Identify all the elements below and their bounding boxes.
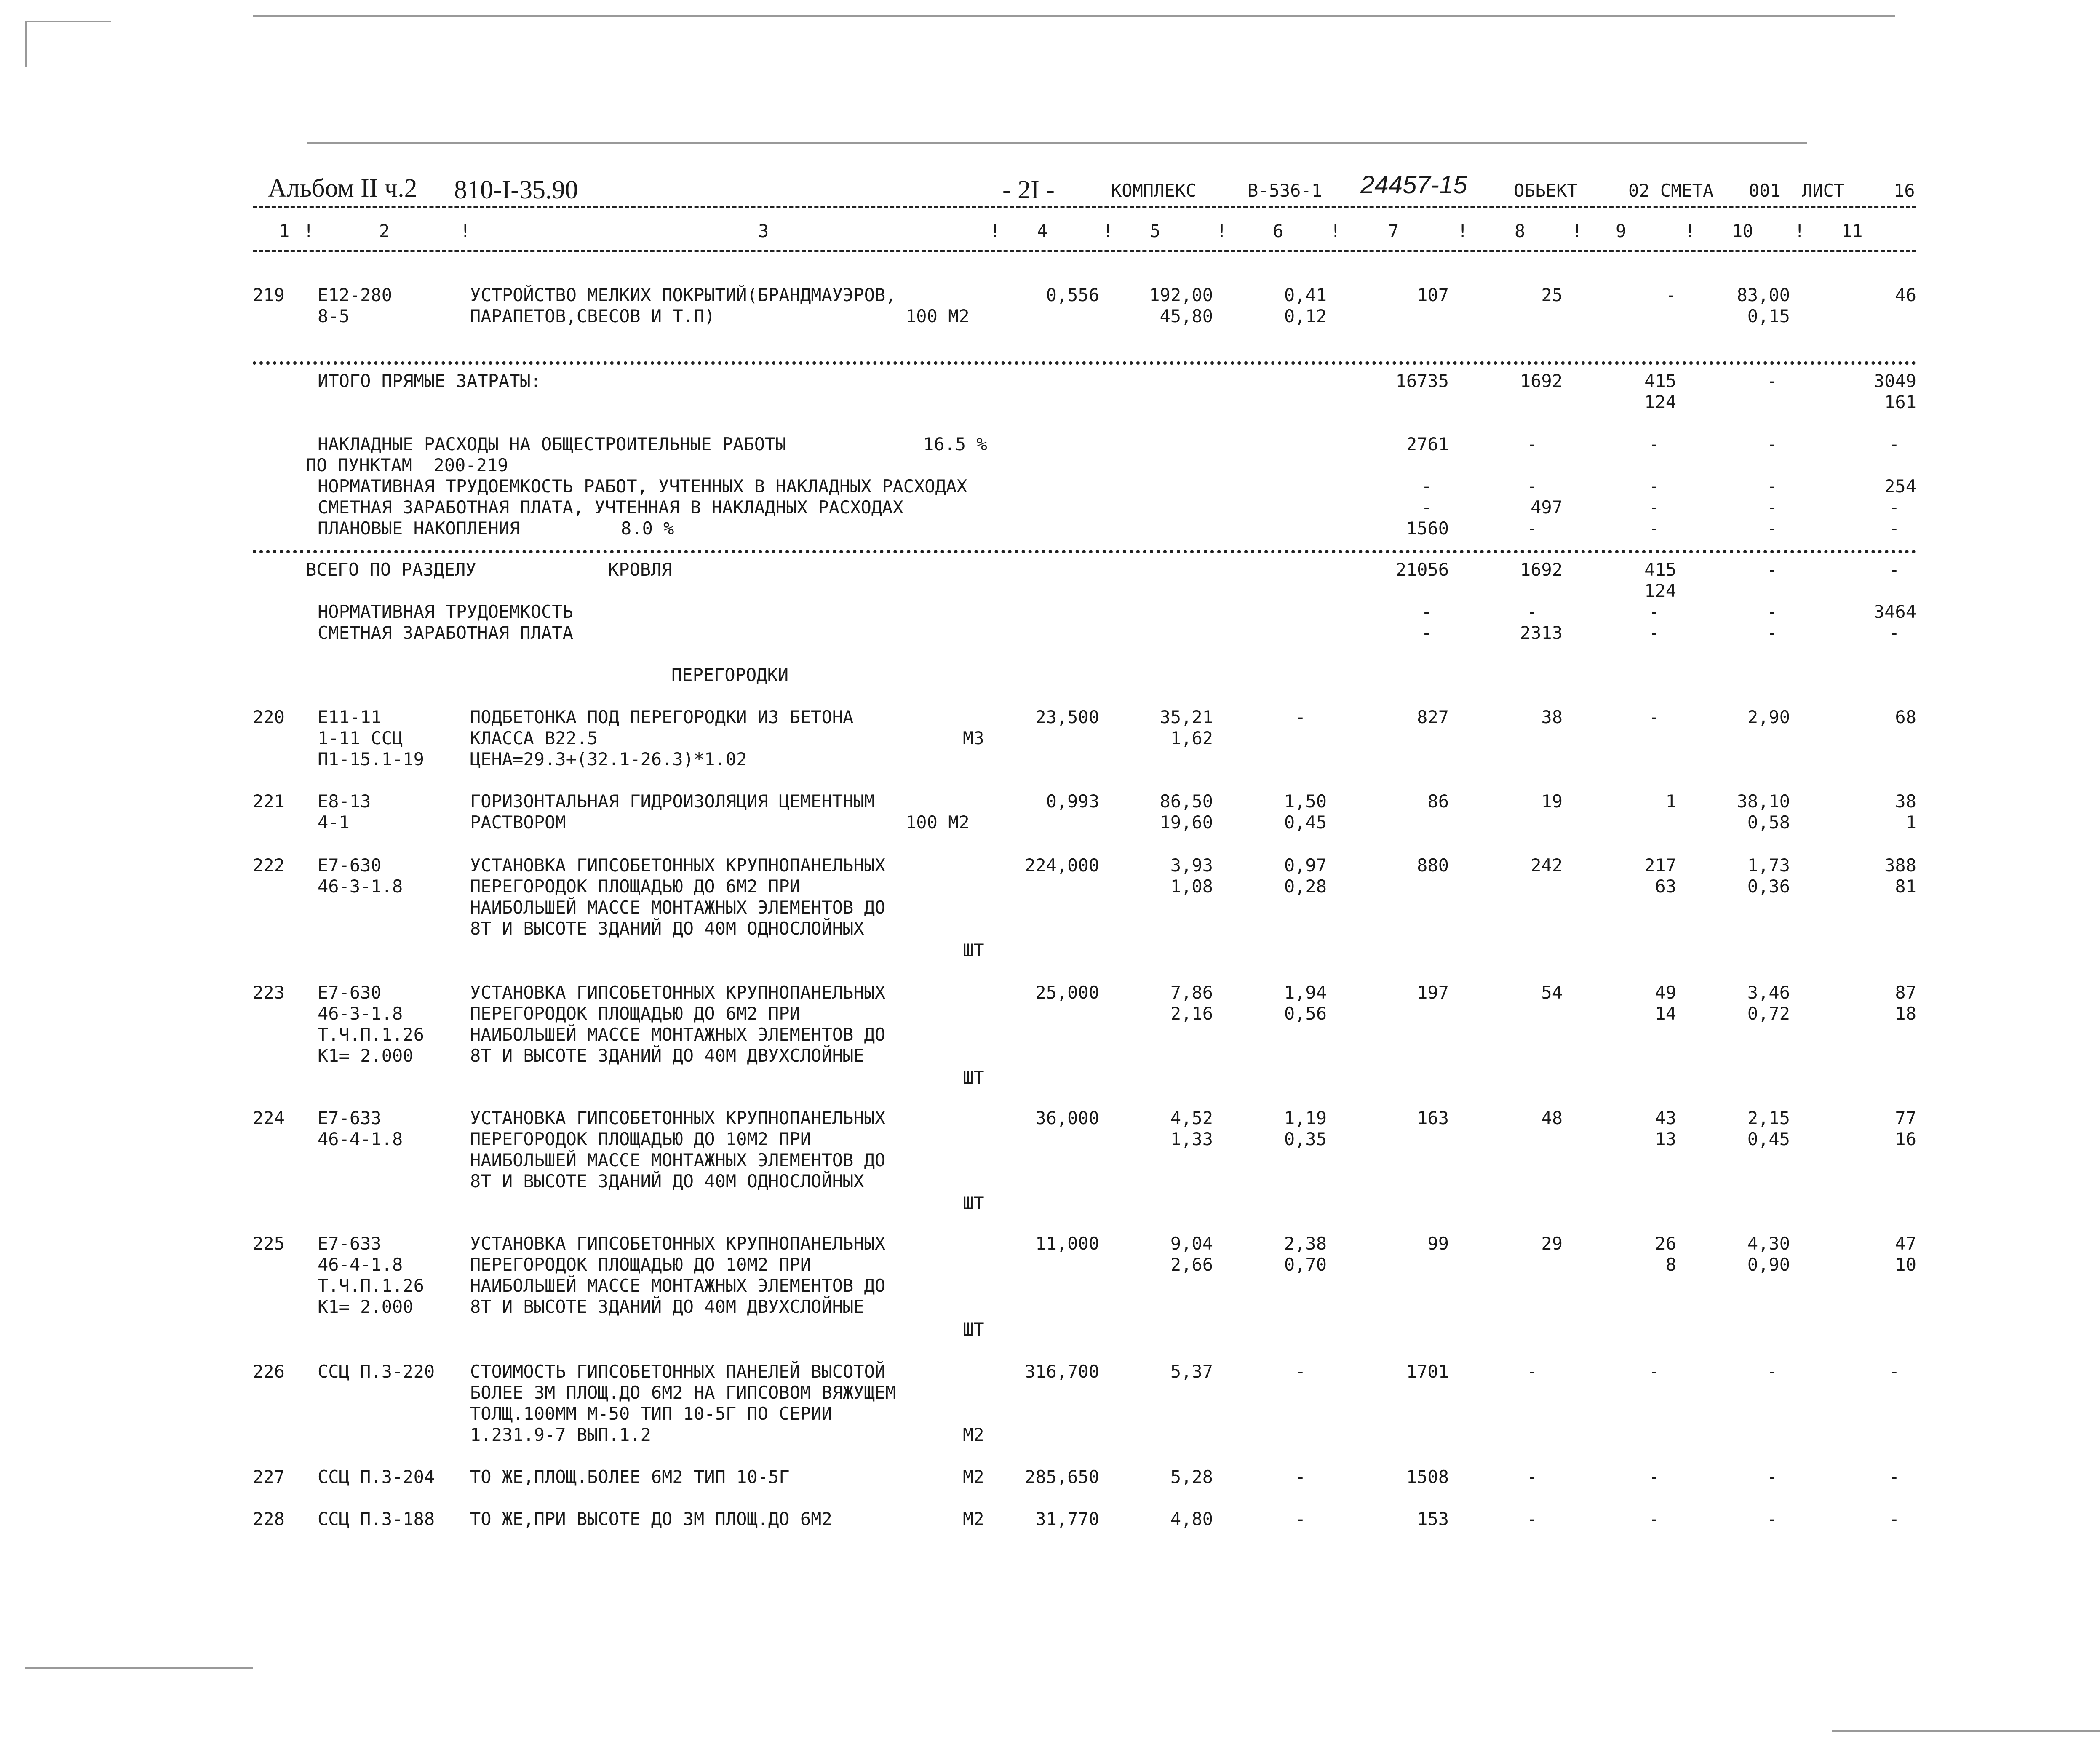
cell-col4: 0,556 — [1046, 285, 1099, 305]
scan-edge-line — [27, 21, 111, 22]
column-number: 4 — [1037, 221, 1048, 241]
row-code: ССЦ П.3-220 — [318, 1361, 435, 1382]
row-name: УСТАНОВКА ГИПСОБЕТОННЫХ КРУПНОПАНЕЛЬНЫХ — [470, 982, 886, 1003]
nakladnye-col10: - — [1766, 434, 1777, 454]
zarpl-col9: - — [1648, 622, 1659, 643]
row-code: 4-1 — [318, 812, 350, 833]
cell-col8: - — [1526, 1361, 1537, 1382]
cell-col5: 1,33 — [1170, 1129, 1213, 1149]
row-number: 224 — [253, 1108, 285, 1128]
row-code: 1-11 ССЦ — [318, 728, 403, 748]
cell-col9: 13 — [1655, 1129, 1676, 1149]
cell-col5: 2,66 — [1170, 1254, 1213, 1275]
summary-rule-top — [253, 361, 1916, 365]
row-code: К1= 2.000 — [318, 1296, 414, 1317]
cell-col9: 43 — [1655, 1108, 1676, 1128]
vsego-col9: 415 — [1644, 559, 1676, 580]
row-code: Е7-630 — [318, 982, 382, 1003]
row-name: ТО ЖЕ,ПРИ ВЫСОТЕ ДО 3М ПЛОЩ.ДО 6М2 — [470, 1509, 832, 1529]
row-name: ПОДБЕТОНКА ПОД ПЕРЕГОРОДКИ ИЗ БЕТОНА — [470, 707, 854, 727]
column-separator: ! — [1330, 221, 1341, 241]
cell-col11: 1 — [1905, 812, 1916, 833]
cell-col8: 54 — [1541, 982, 1563, 1003]
row-unit: ШТ — [963, 1193, 984, 1213]
row-name: РАСТВОРОМ — [470, 812, 566, 833]
cell-col11: 47 — [1895, 1233, 1916, 1254]
nakladnye-col8: - — [1526, 434, 1537, 454]
row-name: ЦЕНА=29.3+(32.1-26.3)*1.02 — [470, 749, 747, 769]
cell-col6: - — [1295, 1361, 1306, 1382]
row-name: НАИБОЛЬШЕЙ МАССЕ МОНТАЖНЫХ ЭЛЕМЕНТОВ ДО — [470, 1150, 886, 1170]
album-title: Альбом II ч.2 — [268, 174, 417, 203]
row-name: ПЕРЕГОРОДОК ПЛОЩАДЬЮ ДО 6М2 ПРИ — [470, 1003, 800, 1024]
cell-col6: 0,12 — [1284, 306, 1327, 326]
scan-edge-line — [1832, 1730, 2100, 1732]
cell-col6: - — [1295, 1509, 1306, 1529]
cell-col8: 29 — [1541, 1233, 1563, 1254]
cell-col10: 0,72 — [1747, 1003, 1790, 1024]
row-code: 46-4-1.8 — [318, 1254, 403, 1275]
vsego-col7: 21056 — [1395, 559, 1449, 580]
row-code: Е7-633 — [318, 1108, 382, 1128]
nakladnye-percent: 16.5 % — [923, 434, 987, 454]
cell-col10: 38,10 — [1737, 791, 1790, 812]
trud-col8: - — [1526, 601, 1537, 622]
cell-col11: 87 — [1895, 982, 1916, 1003]
po-punktam: ПО ПУНКТАМ 200-219 — [306, 455, 508, 475]
row-number: 221 — [253, 791, 285, 812]
row-code: Е11-11 — [318, 707, 382, 727]
cell-col8: - — [1526, 1509, 1537, 1529]
zarpl-col8: 2313 — [1520, 622, 1563, 643]
row-unit: 100 М2 — [906, 306, 970, 326]
cell-col7: 197 — [1417, 982, 1449, 1003]
cell-col11: 77 — [1895, 1108, 1916, 1128]
row-code: П1-15.1-19 — [318, 749, 424, 769]
trud-col10: - — [1766, 601, 1777, 622]
column-separator: ! — [990, 221, 1001, 241]
row-name: УСТАНОВКА ГИПСОБЕТОННЫХ КРУПНОПАНЕЛЬНЫХ — [470, 1233, 886, 1254]
vsego-label: ВСЕГО ПО РАЗДЕЛУ — [306, 559, 476, 580]
cell-col5: 9,04 — [1170, 1233, 1213, 1254]
cell-col4: 0,993 — [1046, 791, 1099, 812]
cell-col10: 3,46 — [1747, 982, 1790, 1003]
itogo-col7: 16735 — [1395, 371, 1449, 391]
kompleks-label: КОМПЛЕКС — [1111, 180, 1197, 201]
cell-col10: 83,00 — [1737, 285, 1790, 305]
cell-col10: - — [1766, 1467, 1777, 1487]
cell-col6: 0,35 — [1284, 1129, 1327, 1149]
scan-edge-line — [25, 1667, 253, 1669]
cell-col5: 45,80 — [1160, 306, 1213, 326]
row-name: 8Т И ВЫСОТЕ ЗДАНИЙ ДО 40М ДВУХСЛОЙНЫЕ — [470, 1045, 864, 1066]
column-separator: ! — [1103, 221, 1114, 241]
row-name: УСТРОЙСТВО МЕЛКИХ ПОКРЫТИЙ(БРАНДМАУЭРОВ, — [470, 285, 896, 305]
cell-col11: 46 — [1895, 285, 1916, 305]
column-separator: ! — [303, 221, 314, 241]
row-unit: ШТ — [963, 1319, 984, 1340]
cell-col5: 35,21 — [1160, 707, 1213, 727]
row-unit: М2 — [963, 1424, 984, 1445]
cell-col10: 0,45 — [1747, 1129, 1790, 1149]
nakladnye-label: НАКЛАДНЫЕ РАСХОДЫ НА ОБЩЕСТРОИТЕЛЬНЫЕ РАБОТЫ — [318, 434, 786, 454]
column-separator: ! — [1572, 221, 1583, 241]
itogo-col11: 3049 — [1873, 371, 1916, 391]
cell-col5: 3,93 — [1170, 855, 1213, 876]
row-unit: М2 — [963, 1467, 984, 1487]
object-value: 02 СМЕТА — [1628, 180, 1714, 201]
cell-col5: 7,86 — [1170, 982, 1213, 1003]
cell-col7: 1701 — [1406, 1361, 1449, 1382]
summary-rule-bottom — [253, 550, 1916, 553]
itogo-col11: 161 — [1884, 392, 1916, 412]
column-number: 7 — [1388, 221, 1399, 241]
vsego-col8: 1692 — [1520, 559, 1563, 580]
zarpl-nakl-col9: - — [1648, 497, 1659, 518]
itogo-col9: 415 — [1644, 371, 1676, 391]
cell-col7: 163 — [1417, 1108, 1449, 1128]
cell-col11: 81 — [1895, 876, 1916, 897]
cell-col11: 68 — [1895, 707, 1916, 727]
row-name: НАИБОЛЬШЕЙ МАССЕ МОНТАЖНЫХ ЭЛЕМЕНТОВ ДО — [470, 1024, 886, 1045]
cell-col5: 4,52 — [1170, 1108, 1213, 1128]
cell-col8: 38 — [1541, 707, 1563, 727]
cell-col11: - — [1889, 1467, 1900, 1487]
row-name: ПЕРЕГОРОДОК ПЛОЩАДЬЮ ДО 6М2 ПРИ — [470, 876, 800, 897]
row-name: СТОИМОСТЬ ГИПСОБЕТОННЫХ ПАНЕЛЕЙ ВЫСОТОЙ — [470, 1361, 886, 1382]
column-number: 3 — [758, 221, 769, 241]
cell-col10: 4,30 — [1747, 1233, 1790, 1254]
row-name: ПЕРЕГОРОДОК ПЛОЩАДЬЮ ДО 10М2 ПРИ — [470, 1129, 811, 1149]
cell-col6: 1,94 — [1284, 982, 1327, 1003]
cell-col7: 153 — [1417, 1509, 1449, 1529]
zarpl-col11: - — [1889, 622, 1900, 643]
plan-col11: - — [1889, 518, 1900, 539]
cell-col4: 31,770 — [1035, 1509, 1099, 1529]
cell-col4: 23,500 — [1035, 707, 1099, 727]
itogo-col8: 1692 — [1520, 371, 1563, 391]
cell-col11: - — [1889, 1361, 1900, 1382]
cell-col7: 99 — [1427, 1233, 1449, 1254]
row-unit: М3 — [963, 728, 984, 748]
cell-col6: 1,19 — [1284, 1108, 1327, 1128]
plan-col7: 1560 — [1406, 518, 1449, 539]
row-code: ССЦ П.3-204 — [318, 1467, 435, 1487]
column-number: 1 — [279, 221, 290, 241]
cell-col11: 16 — [1895, 1129, 1916, 1149]
itogo-label: ИТОГО ПРЯМЫЕ ЗАТРАТЫ: — [318, 371, 542, 391]
cell-col11: 388 — [1884, 855, 1916, 876]
row-name: ПЕРЕГОРОДОК ПЛОЩАДЬЮ ДО 10М2 ПРИ — [470, 1254, 811, 1275]
project-number: 810-I-35.90 — [454, 176, 578, 204]
row-name: БОЛЕЕ 3М ПЛОЩ.ДО 6М2 НА ГИПСОВОМ ВЯЖУЩЕМ — [470, 1382, 896, 1403]
cell-col8: 25 — [1541, 285, 1563, 305]
handwritten-number: 24457-15 — [1360, 171, 1467, 199]
trud-nakl-col9: - — [1648, 476, 1659, 497]
row-name: УСТАНОВКА ГИПСОБЕТОННЫХ КРУПНОПАНЕЛЬНЫХ — [470, 1108, 886, 1128]
cell-col5: 1,08 — [1170, 876, 1213, 897]
row-unit: ШТ — [963, 1067, 984, 1088]
row-number: 228 — [253, 1509, 285, 1529]
smeta-value: 001 — [1749, 180, 1781, 201]
cell-col5: 1,62 — [1170, 728, 1213, 748]
plan-col9: - — [1648, 518, 1659, 539]
itogo-col10: - — [1766, 371, 1777, 391]
cell-col7: 827 — [1417, 707, 1449, 727]
cell-col10: 0,36 — [1747, 876, 1790, 897]
vsego-col9: 124 — [1644, 580, 1676, 601]
trud-nakl-col7: - — [1421, 476, 1432, 497]
list-value: 16 — [1894, 180, 1915, 201]
row-number: 227 — [253, 1467, 285, 1487]
zarpl-nakl-col10: - — [1766, 497, 1777, 518]
row-code: Е7-630 — [318, 855, 382, 876]
cell-col5: 192,00 — [1149, 285, 1213, 305]
trud-nakl-col8: - — [1526, 476, 1537, 497]
cell-col4: 285,650 — [1024, 1467, 1099, 1487]
plan-percent: 8.0 % — [621, 518, 674, 539]
vsego-section: КРОВЛЯ — [608, 559, 672, 580]
row-name: ТО ЖЕ,ПЛОЩ.БОЛЕЕ 6М2 ТИП 10-5Г — [470, 1467, 790, 1487]
row-number: 220 — [253, 707, 285, 727]
cell-col9: 49 — [1655, 982, 1676, 1003]
scan-edge-line — [25, 21, 27, 67]
cell-col9: - — [1648, 707, 1659, 727]
itogo-col9: 124 — [1644, 392, 1676, 412]
vsego-col11: - — [1889, 559, 1900, 580]
cell-col8: - — [1526, 1467, 1537, 1487]
row-name: 1.231.9-7 ВЫП.1.2 — [470, 1424, 651, 1445]
cell-col7: 880 — [1417, 855, 1449, 876]
column-separator: ! — [460, 221, 471, 241]
row-unit: М2 — [963, 1509, 984, 1529]
row-name: 8Т И ВЫСОТЕ ЗДАНИЙ ДО 40М ОДНОСЛОЙНЫХ — [470, 918, 864, 939]
row-code: Е7-633 — [318, 1233, 382, 1254]
cell-col5: 2,16 — [1170, 1003, 1213, 1024]
cell-col10: - — [1766, 1509, 1777, 1529]
cell-col9: - — [1665, 285, 1676, 305]
cell-col11: 18 — [1895, 1003, 1916, 1024]
zarpl-col10: - — [1766, 622, 1777, 643]
row-code: Е12-280 — [318, 285, 393, 305]
cell-col6: 0,56 — [1284, 1003, 1327, 1024]
row-code: 46-3-1.8 — [318, 1003, 403, 1024]
cell-col9: 1 — [1665, 791, 1676, 812]
trud-col7: - — [1421, 601, 1432, 622]
cell-col6: 0,41 — [1284, 285, 1327, 305]
header-rule-bottom — [253, 250, 1916, 252]
plan-col10: - — [1766, 518, 1777, 539]
column-number: 5 — [1150, 221, 1161, 241]
kompleks-value: В-536-1 — [1248, 180, 1323, 201]
zarpl-nakl-col8: 497 — [1531, 497, 1563, 518]
cell-col6: 0,45 — [1284, 812, 1327, 833]
cell-col10: 0,15 — [1747, 306, 1790, 326]
zarpl-nakl-label: СМЕТНАЯ ЗАРАБОТНАЯ ПЛАТА, УЧТЕННАЯ В НАКЛАДНЫХ РАСХОДАХ — [318, 497, 903, 518]
column-number: 10 — [1732, 221, 1753, 241]
row-name: 8Т И ВЫСОТЕ ЗДАНИЙ ДО 40М ОДНОСЛОЙНЫХ — [470, 1171, 864, 1191]
cell-col4: 316,700 — [1024, 1361, 1099, 1382]
cell-col6: 0,28 — [1284, 876, 1327, 897]
cell-col8: 48 — [1541, 1108, 1563, 1128]
row-number: 225 — [253, 1233, 285, 1254]
cell-col9: 26 — [1655, 1233, 1676, 1254]
row-code: 46-4-1.8 — [318, 1129, 403, 1149]
row-code: Т.Ч.П.1.26 — [318, 1024, 424, 1045]
column-number: 11 — [1841, 221, 1863, 241]
row-number: 223 — [253, 982, 285, 1003]
cell-col6: 0,97 — [1284, 855, 1327, 876]
cell-col7: 1508 — [1406, 1467, 1449, 1487]
zarpl-nakl-col11: - — [1889, 497, 1900, 518]
column-number: 2 — [379, 221, 390, 241]
cell-col5: 86,50 — [1160, 791, 1213, 812]
cell-col11: 10 — [1895, 1254, 1916, 1275]
cell-col10: 0,58 — [1747, 812, 1790, 833]
object-label: ОБЬЕКТ — [1514, 180, 1578, 201]
cell-col9: 63 — [1655, 876, 1676, 897]
row-number: 222 — [253, 855, 285, 876]
cell-col5: 19,60 — [1160, 812, 1213, 833]
cell-col5: 5,37 — [1170, 1361, 1213, 1382]
cell-col7: 107 — [1417, 285, 1449, 305]
cell-col8: 242 — [1531, 855, 1563, 876]
row-unit: 100 М2 — [906, 812, 970, 833]
cell-col4: 224,000 — [1024, 855, 1099, 876]
zarpl-nakl-col7: - — [1421, 497, 1432, 518]
trud-nakl-col11: 254 — [1884, 476, 1916, 497]
cell-col9: 14 — [1655, 1003, 1676, 1024]
cell-col5: 4,80 — [1170, 1509, 1213, 1529]
cell-col10: 0,90 — [1747, 1254, 1790, 1275]
row-name: УСТАНОВКА ГИПСОБЕТОННЫХ КРУПНОПАНЕЛЬНЫХ — [470, 855, 886, 876]
plan-col8: - — [1526, 518, 1537, 539]
row-code: Е8-13 — [318, 791, 371, 812]
cell-col10: - — [1766, 1361, 1777, 1382]
column-separator: ! — [1457, 221, 1468, 241]
cell-col8: 19 — [1541, 791, 1563, 812]
cell-col7: 86 — [1427, 791, 1449, 812]
zarpl-label: СМЕТНАЯ ЗАРАБОТНАЯ ПЛАТА — [318, 622, 573, 643]
trud-nakl-col10: - — [1766, 476, 1777, 497]
row-number: 226 — [253, 1361, 285, 1382]
column-number: 9 — [1616, 221, 1627, 241]
cell-col6: - — [1295, 1467, 1306, 1487]
column-separator: ! — [1794, 221, 1805, 241]
row-code: 8-5 — [318, 306, 350, 326]
cell-col9: - — [1648, 1361, 1659, 1382]
header-rule-top — [253, 206, 1916, 208]
vsego-col10: - — [1766, 559, 1777, 580]
cell-col4: 11,000 — [1035, 1233, 1099, 1254]
scan-edge-line — [253, 15, 1895, 17]
cell-col6: 1,50 — [1284, 791, 1327, 812]
row-code: К1= 2.000 — [318, 1045, 414, 1066]
cell-col6: 2,38 — [1284, 1233, 1327, 1254]
column-separator: ! — [1685, 221, 1696, 241]
row-name: НАИБОЛЬШЕЙ МАССЕ МОНТАЖНЫХ ЭЛЕМЕНТОВ ДО — [470, 897, 886, 918]
row-name: 8Т И ВЫСОТЕ ЗДАНИЙ ДО 40М ДВУХСЛОЙНЫЕ — [470, 1296, 864, 1317]
trud-col9: - — [1648, 601, 1659, 622]
cell-col10: 2,90 — [1747, 707, 1790, 727]
row-number: 219 — [253, 285, 285, 305]
nakladnye-col11: - — [1889, 434, 1900, 454]
row-name: ГОРИЗОНТАЛЬНАЯ ГИДРОИЗОЛЯЦИЯ ЦЕМЕНТНЫМ — [470, 791, 875, 812]
row-code: Т.Ч.П.1.26 — [318, 1275, 424, 1296]
scan-edge-line — [307, 142, 1807, 144]
row-name: КЛАССА В22.5 — [470, 728, 598, 748]
column-number: 6 — [1273, 221, 1284, 241]
cell-col4: 36,000 — [1035, 1108, 1099, 1128]
nakladnye-col7: 2761 — [1406, 434, 1449, 454]
cell-col9: 217 — [1644, 855, 1676, 876]
column-number: 8 — [1515, 221, 1526, 241]
cell-col6: 0,70 — [1284, 1254, 1327, 1275]
cell-col5: 5,28 — [1170, 1467, 1213, 1487]
column-separator: ! — [1216, 221, 1227, 241]
row-unit: ШТ — [963, 940, 984, 961]
row-name: НАИБОЛЬШЕЙ МАССЕ МОНТАЖНЫХ ЭЛЕМЕНТОВ ДО — [470, 1275, 886, 1296]
section-title: ПЕРЕГОРОДКИ — [671, 665, 789, 685]
row-name: ТОЛЩ.100ММ М-50 ТИП 10-5Г ПО СЕРИИ — [470, 1403, 832, 1424]
trud-label: НОРМАТИВНАЯ ТРУДОЕМКОСТЬ — [318, 601, 573, 622]
row-name: ПАРАПЕТОВ,СВЕСОВ И Т.П) — [470, 306, 715, 326]
zarpl-col7: - — [1421, 622, 1432, 643]
row-code: ССЦ П.3-188 — [318, 1509, 435, 1529]
row-code: 46-3-1.8 — [318, 876, 403, 897]
nakladnye-col9: - — [1648, 434, 1659, 454]
cell-col9: - — [1648, 1467, 1659, 1487]
cell-col11: 38 — [1895, 791, 1916, 812]
cell-col10: 2,15 — [1747, 1108, 1790, 1128]
cell-col11: - — [1889, 1509, 1900, 1529]
list-label: ЛИСТ — [1802, 180, 1845, 201]
cell-col9: - — [1648, 1509, 1659, 1529]
cell-col4: 25,000 — [1035, 982, 1099, 1003]
cell-col10: 1,73 — [1747, 855, 1790, 876]
cell-col6: - — [1295, 707, 1306, 727]
page-number: - 2I - — [1002, 176, 1055, 204]
cell-col9: 8 — [1665, 1254, 1676, 1275]
plan-label: ПЛАНОВЫЕ НАКОПЛЕНИЯ — [318, 518, 520, 539]
trud-col11: 3464 — [1873, 601, 1916, 622]
trud-nakl-label: НОРМАТИВНАЯ ТРУДОЕМКОСТЬ РАБОТ, УЧТЕННЫХ В НАКЛАДНЫХ РАСХОДАХ — [318, 476, 967, 497]
